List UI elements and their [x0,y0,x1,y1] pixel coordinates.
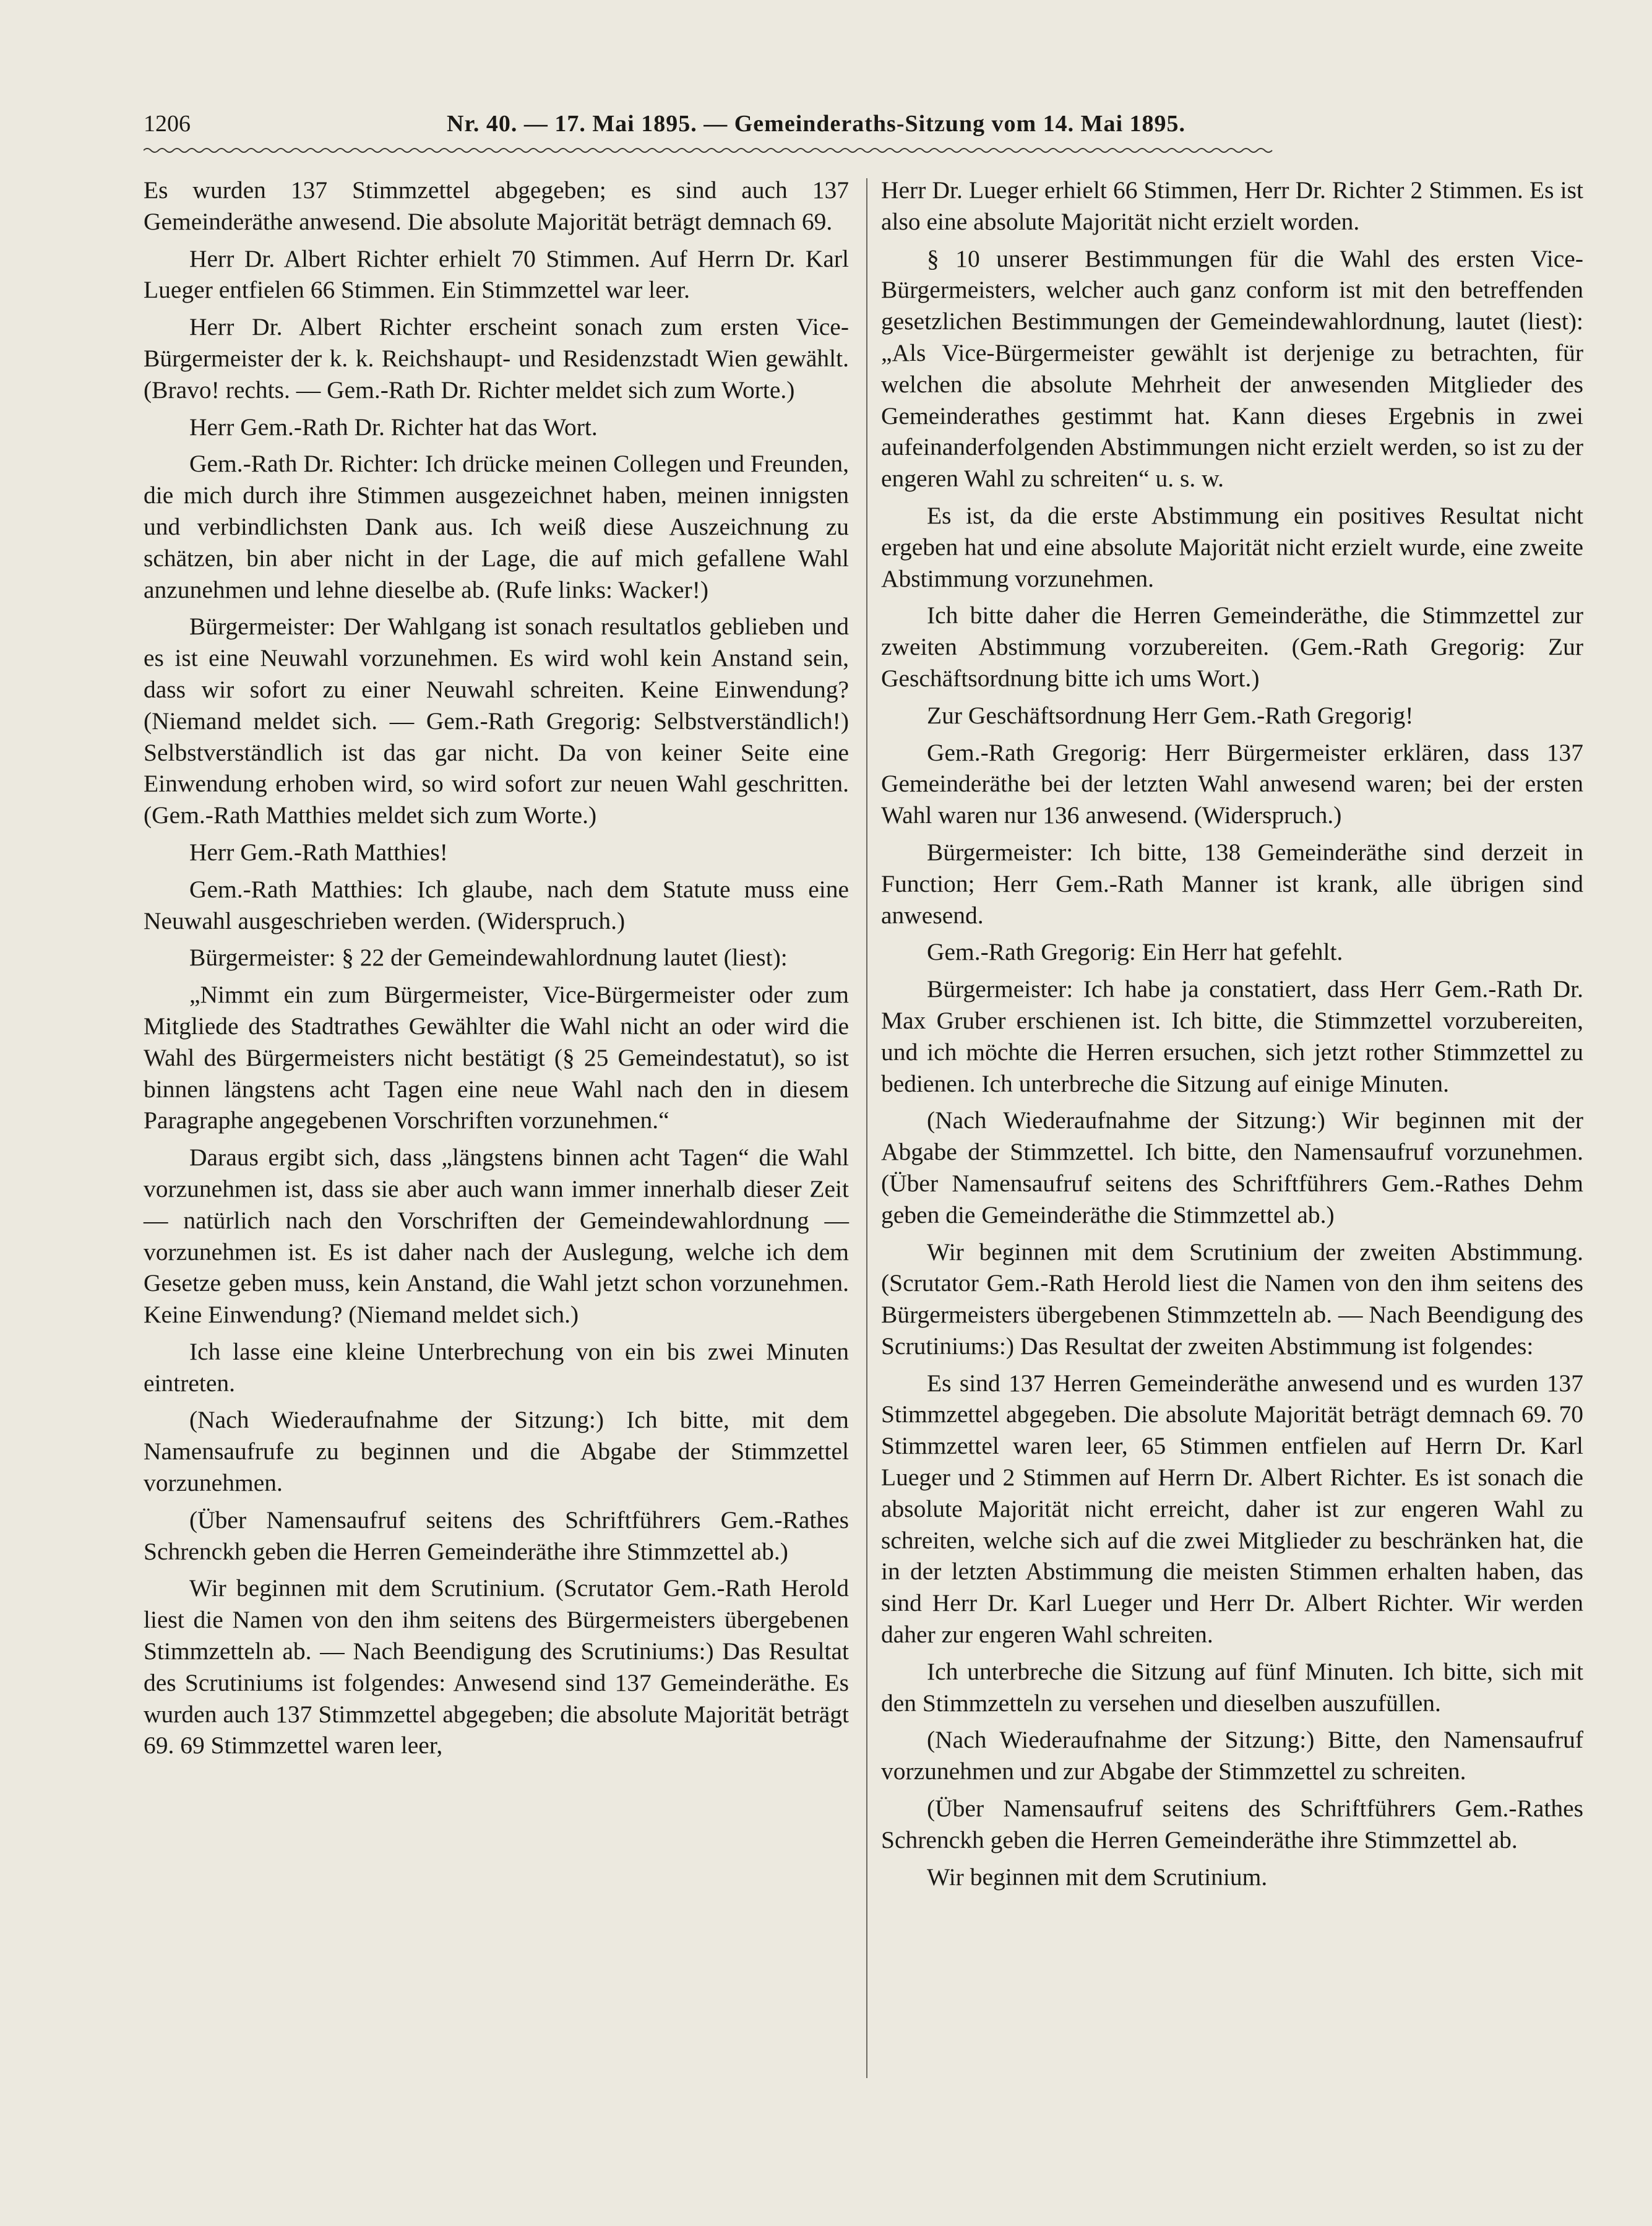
paragraph: Herr Gem.-Rath Matthies! [189,838,448,866]
paragraph: Ich bitte daher die Herren Gemeinderäthe, die Stimmzettel zur zweiten Abstimmung vorzubereiten. (Gem.-Rath Gregorig: Zur Geschäftsordnung bitte ich ums Wort.) [881,602,1583,692]
speaker-paragraph: Bürgermeister: Der Wahlgang ist sonach resultatlos geblieben und es ist eine Neuwahl vorzunehmen. Es wird wohl kein Anstand sein, dass wir sofort zu einer Neuwahl schreiten. Keine Einwendung? (Niemand meldet sich. — Gem.-Rath Gregorig: Selbstverständlich!) Selbstverständlich ist das gar nicht. Da von keiner Seite eine Einwendung erhoben wird, so wird sofort zur neuen Wahl geschritten. (Gem.-Rath Matthies meldet sich zum Worte.) [144,613,849,829]
paragraph: Daraus ergibt sich, dass „längstens binnen acht Tagen“ die Wahl vorzunehmen ist, dass sie aber auch wann immer innerhalb dieser Zeit — natürlich nach den Vorschriften der Gemeindewahlordnung — vorzunehmen ist. Es ist daher nach der Auslegung, welche ich dem Gesetze geben muss, kein Anstand, die Wahl jetzt schon vorzunehmen. Keine Einwendung? (Niemand meldet sich.) [144,1144,849,1329]
column-divider [866,178,867,2078]
paragraph: Herr Gem.-Rath Dr. Richter hat das Wort. [189,413,598,441]
speaker-paragraph: Bürgermeister: Ich bitte, 138 Gemeinderäthe sind derzeit in Function; Herr Gem.-Rath Manner ist krank, alle übrigen sind anwesend. [881,838,1583,929]
page-number: 1206 [144,111,191,137]
paragraph: (Über Namensaufruf seitens des Schriftführers Gem.-Rathes Schrenckh geben die Herren Gemeinderäthe ihre Stimmzettel ab.) [144,1506,849,1565]
paragraph: Herr Dr. Lueger erhielt 66 Stimmen, Herr Dr. Richter 2 Stimmen. Es ist also eine absolute Majorität nicht erzielt worden. [881,176,1583,235]
paragraph: Es wurden 137 Stimmzettel abgegeben; es sind auch 137 Gemeinderäthe anwesend. Die absolute Majorität beträgt demnach 69. [144,176,849,235]
speaker-paragraph: Gem.-Rath Dr. Richter: Ich drücke meinen Collegen und Freunden, die mich durch ihre Stimmen ausgezeichnet haben, meinen innigsten und verbindlichsten Dank aus. Ich weiß diese Auszeichnung zu schätzen, bin aber nicht in der Lage, die auf mich gefallene Wahl anzunehmen und lehne dieselbe ab. (Rufe links: Wacker!) [144,450,849,603]
paragraph: Es ist, da die erste Abstimmung ein positives Resultat nicht ergeben hat und eine absolute Majorität nicht erzielt wurde, eine zweite Abstimmung vorzunehmen. [881,501,1583,592]
paragraph: Zur Geschäftsordnung Herr Gem.-Rath Gregorig! [927,701,1414,729]
paragraph: Wir beginnen mit dem Scrutinium der zweiten Abstimmung. (Scrutator Gem.-Rath Herold liest die Namen von den ihm seitens des Bürgermeisters übergebenen Stimmzetteln ab. — Nach Beendigung des Scrutiniums:) Das Resultat der zweiten Abstimmung ist folgendes: [881,1238,1583,1360]
paragraph: Herr Dr. Albert Richter erscheint sonach zum ersten Vice-Bürgermeister der k. k. Reichshaupt- und Residenzstadt Wien gewählt. (Bravo! rechts. — Gem.-Rath Dr. Richter meldet sich zum Worte.) [144,313,849,403]
speaker-paragraph: Gem.-Rath Matthies: Ich glaube, nach dem Statute muss eine Neuwahl ausgeschrieben werden. (Widerspruch.) [144,875,849,934]
paragraph: Wir beginnen mit dem Scrutinium. (Scrutator Gem.-Rath Herold liest die Namen von den ihm seitens des Bürgermeisters übergebenen Stimmzetteln ab. — Nach Beendigung des Scrutiniums:) Das Resultat des Scrutiniums ist folgendes: Anwesend sind 137 Gemeinderäthe. Es wurden auch 137 Stimmzettel abgegeben; die absolute Majorität beträgt 69. 69 Stimmzettel waren leer, [144,1574,849,1759]
paragraph: § 10 unserer Bestimmungen für die Wahl des ersten Vice-Bürgermeisters, welcher auch ganz conform ist mit den betreffenden gesetzlichen Bestimmungen der Gemeindewahlordnung, lautet (liest): „Als Vice-Bürgermeister gewählt ist derjenige zu betrachten, für welchen die absolute Mehrheit der anwesenden Mitglieder des Gemeinderathes gestimmt hat. Kann dieses Ergebnis in zwei aufeinanderfolgenden Abstimmungen nicht erzielt werden, so ist zu der engeren Wahl zu schreiten“ u. s. w. [881,244,1583,493]
quoted-paragraph: „Nimmt ein zum Bürgermeister, Vice-Bürgermeister oder zum Mitgliede des Stadtrathes Gewählter die Wahl nicht an oder wird die Wahl des Bürgermeisters nicht bestätigt (§ 25 Gemeindestatut), so ist binnen längstens acht Tagen eine neue Wahl nach den in diesem Paragraphe angegebenen Vorschriften vorzunehmen.“ [144,981,849,1134]
paragraph: (Nach Wiederaufnahme der Sitzung:) Ich bitte, mit dem Namensaufrufe zu beginnen und die Abgabe der Stimmzettel vorzunehmen. [144,1406,849,1497]
paragraph: Ich unterbreche die Sitzung auf fünf Minuten. Ich bitte, sich mit den Stimmzetteln zu versehen und dieselben auszufüllen. [881,1657,1583,1717]
paragraph: (Über Namensaufruf seitens des Schriftführers Gem.-Rathes Schrenckh geben die Herren Gemeinderäthe ihre Stimmzettel ab. [881,1795,1583,1853]
running-title: Nr. 40. — 17. Mai 1895. — Gemeinderaths-Sitzung vom 14. Mai 1895. [447,111,1186,137]
right-column [881,175,1583,1898]
paragraph: Herr Dr. Albert Richter erhielt 70 Stimmen. Auf Herrn Dr. Karl Lueger entfielen 66 Stimmen. Ein Stimmzettel war leer. [144,244,849,304]
page-header [144,105,1270,140]
speaker-paragraph: Gem.-Rath Gregorig: Herr Bürgermeister erklären, dass 137 Gemeinderäthe bei der letzten Wahl anwesend waren; bei der ersten Wahl waren nur 136 anwesend. (Widerspruch.) [881,738,1583,829]
speaker-paragraph: Bürgermeister: Ich habe ja constatiert, dass Herr Gem.-Rath Dr. Max Gruber erschienen ist. Ich bitte, die Stimmzettel vorzubereiten, und ich möchte die Herren ersuchen, sich jetzt rother Stimmzettel zu bedienen. Ich unterbreche die Sitzung auf einige Minuten. [881,975,1583,1097]
speaker-paragraph: Bürgermeister: § 22 der Gemeindewahlordnung lautet (liest): [189,944,788,972]
paragraph: Ich lasse eine kleine Unterbrechung von ein bis zwei Minuten eintreten. [144,1337,849,1397]
paragraph: Es sind 137 Herren Gemeinderäthe anwesend und es wurden 137 Stimmzettel abgegeben. Die absolute Majorität beträgt demnach 69. 70 Stimmzettel waren leer, 65 Stimmen entfielen auf Herrn Dr. Karl Lueger und 2 Stimmen auf Herrn Dr. Albert Richter. Es ist sonach die absolute Majorität nicht erreicht, daher ist zur engeren Wahl zu schreiten, welche sich auf die zwei Mitglieder zu beschränken hat, die in der letzten Abstimmung die meisten Stimmen erhalten haben, das sind Herr Dr. Karl Lueger und Herr Dr. Albert Richter. Wir werden daher zur engeren Wahl schreiten. [881,1369,1583,1649]
paragraph: (Nach Wiederaufnahme der Sitzung:) Bitte, den Namensaufruf vorzunehmen und zur Abgabe der Stimmzettel zu schreiten. [881,1726,1583,1785]
speaker-paragraph: Gem.-Rath Gregorig: Ein Herr hat gefehlt. [927,938,1343,966]
header-wavy-rule [144,146,1276,155]
paragraph: (Nach Wiederaufnahme der Sitzung:) Wir beginnen mit der Abgabe der Stimmzettel. Ich bitte, den Namensaufruf vorzunehmen. (Über Namensaufruf seitens des Schriftführers Gem.-Rathes Dehm geben die Gemeinderäthe die Stimmzettel ab.) [881,1107,1583,1228]
paragraph: Wir beginnen mit dem Scrutinium. [927,1863,1268,1891]
left-column [144,175,849,1767]
